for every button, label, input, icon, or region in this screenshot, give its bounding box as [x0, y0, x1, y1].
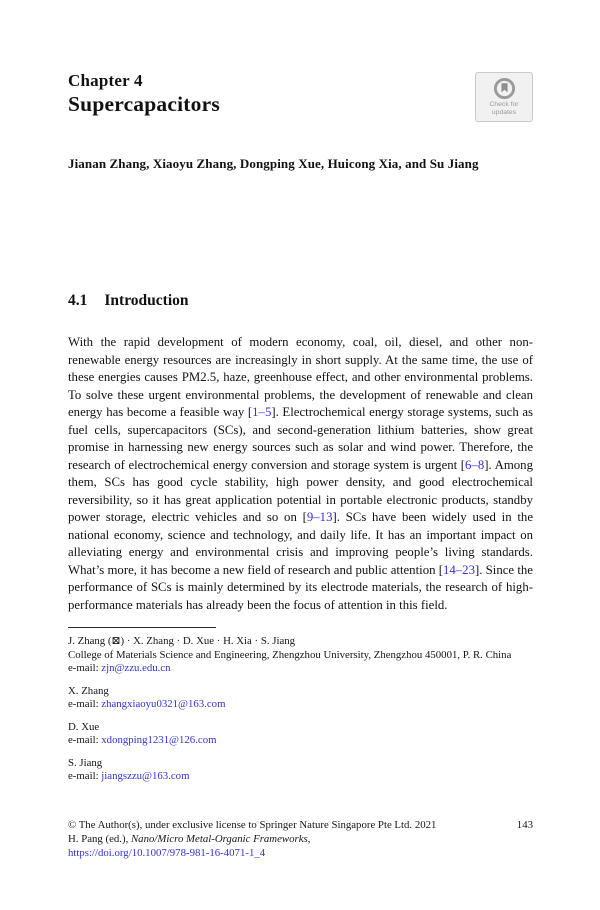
- author-list: Jianan Zhang, Xiaoyu Zhang, Dongping Xue, Huicong Xia, and Su Jiang: [68, 156, 479, 171]
- page-number: 143: [516, 819, 533, 831]
- email-link-xzhang[interactable]: zhangxiaoyu0321@163.com: [101, 698, 226, 710]
- badge-label-line2: updates: [491, 109, 517, 116]
- chapter-title-block: [68, 70, 220, 118]
- footnote-author-block: [68, 757, 533, 784]
- paragraph-text: ]. SCs have been widely used in the national economy, science and technology, and daily life. It has an important impact on alleviating energy and environmental crisis and improving people’s living standards. What’s more, it has become a new field of research and public attention [: [68, 510, 533, 577]
- email-label: e-mail:: [68, 698, 102, 710]
- doi-link[interactable]: https://doi.org/10.1007/978-981-16-4071-1_4: [68, 847, 266, 859]
- email-link-jzhang[interactable]: zjn@zzu.edu.cn: [101, 662, 171, 674]
- section-number: 4.1: [68, 292, 88, 309]
- copyright-row: [68, 818, 533, 832]
- citation-link[interactable]: 9–13: [306, 510, 333, 524]
- citation-link[interactable]: 1–5: [252, 405, 272, 419]
- citation-link[interactable]: 6–8: [465, 457, 485, 472]
- paragraph-text: ]. Since the performance of SCs is mainly determined by its electrode materials, the research of high-performance materials has already been the focus of attention in this field.: [68, 562, 533, 612]
- footnote-email-line: [68, 698, 533, 712]
- email-label: e-mail:: [68, 734, 102, 746]
- footnote-author-name: D. Xue: [68, 720, 100, 733]
- citation-link[interactable]: 14–23: [442, 562, 475, 577]
- section-title: Introduction: [104, 292, 189, 309]
- section-heading: [68, 292, 533, 310]
- email-label: e-mail:: [68, 770, 102, 782]
- email-label: e-mail:: [68, 662, 102, 674]
- paragraph-text: ]. Electrochemical energy storage systems, such as fuel cells, supercapacitors (SCs), and second-generation lithium batteries, show great promise in harnessing new energy sources such as solar and wind power. Therefore, the research of electrochemical energy conversion and storage system is urgent [: [68, 405, 533, 472]
- footnote-author-name: X. Zhang: [68, 684, 109, 697]
- footnote-email-line: [68, 734, 533, 748]
- footnote-divider: [68, 627, 216, 628]
- footnote-area: [68, 635, 533, 784]
- email-link-sjiang[interactable]: jiangszzu@163.com: [101, 770, 190, 782]
- footnote-author-block: [68, 721, 533, 748]
- email-link-dxue[interactable]: xdongping1231@126.com: [101, 734, 217, 746]
- badge-label-line1: Check for: [489, 101, 519, 109]
- editor-line: [68, 832, 533, 846]
- editor-name: H. Pang (ed.),: [68, 833, 131, 845]
- footnote-author-name: S. Jiang: [68, 756, 103, 769]
- introduction-paragraph: [68, 334, 533, 614]
- footnote-author-names: J. Zhang (⊠) · X. Zhang · D. Xue · H. Xia · S. Jiang: [68, 635, 296, 647]
- footnote-email-line: [68, 770, 533, 784]
- copyright-notice: © The Author(s), under exclusive license to Springer Nature Singapore Pte Ltd. 2021: [68, 819, 437, 831]
- page-title: Supercapacitors: [68, 92, 220, 117]
- book-title: Nano/Micro Metal-Organic Frameworks: [130, 833, 308, 845]
- page-footer: [68, 818, 533, 860]
- footnote-author-block: [68, 685, 533, 712]
- chapter-header: [68, 70, 533, 122]
- footnote-email-line: [68, 662, 533, 676]
- paragraph-text: With the rapid development of modern economy, coal, oil, diesel, and other non-renewable energy resources are increasingly in short supply. At the same time, the use of these energies causes PM2.5, haze, greenhouse effect, and other environmental problems. To solve these urgent environmental problems, the development of renewable and clean energy has become a feasible way [: [68, 335, 533, 419]
- footnote-affiliation: College of Materials Science and Engineering, Zhengzhou University, Zhengzhou 450001, P. R. China: [68, 648, 512, 661]
- chapter-number: Chapter 4: [68, 71, 143, 90]
- footnote-correspondence-block: [68, 635, 533, 676]
- crossmark-icon: [493, 77, 516, 101]
- editor-line-suffix: ,: [307, 833, 311, 845]
- check-for-updates-badge[interactable]: [475, 72, 533, 122]
- paragraph-text: ]. Among them, SCs has good cycle stability, high power density, and good electrochemical reversibility, so it has great application potential in portable electronic products, standby power storage, electric vehicles and so on [: [68, 457, 533, 524]
